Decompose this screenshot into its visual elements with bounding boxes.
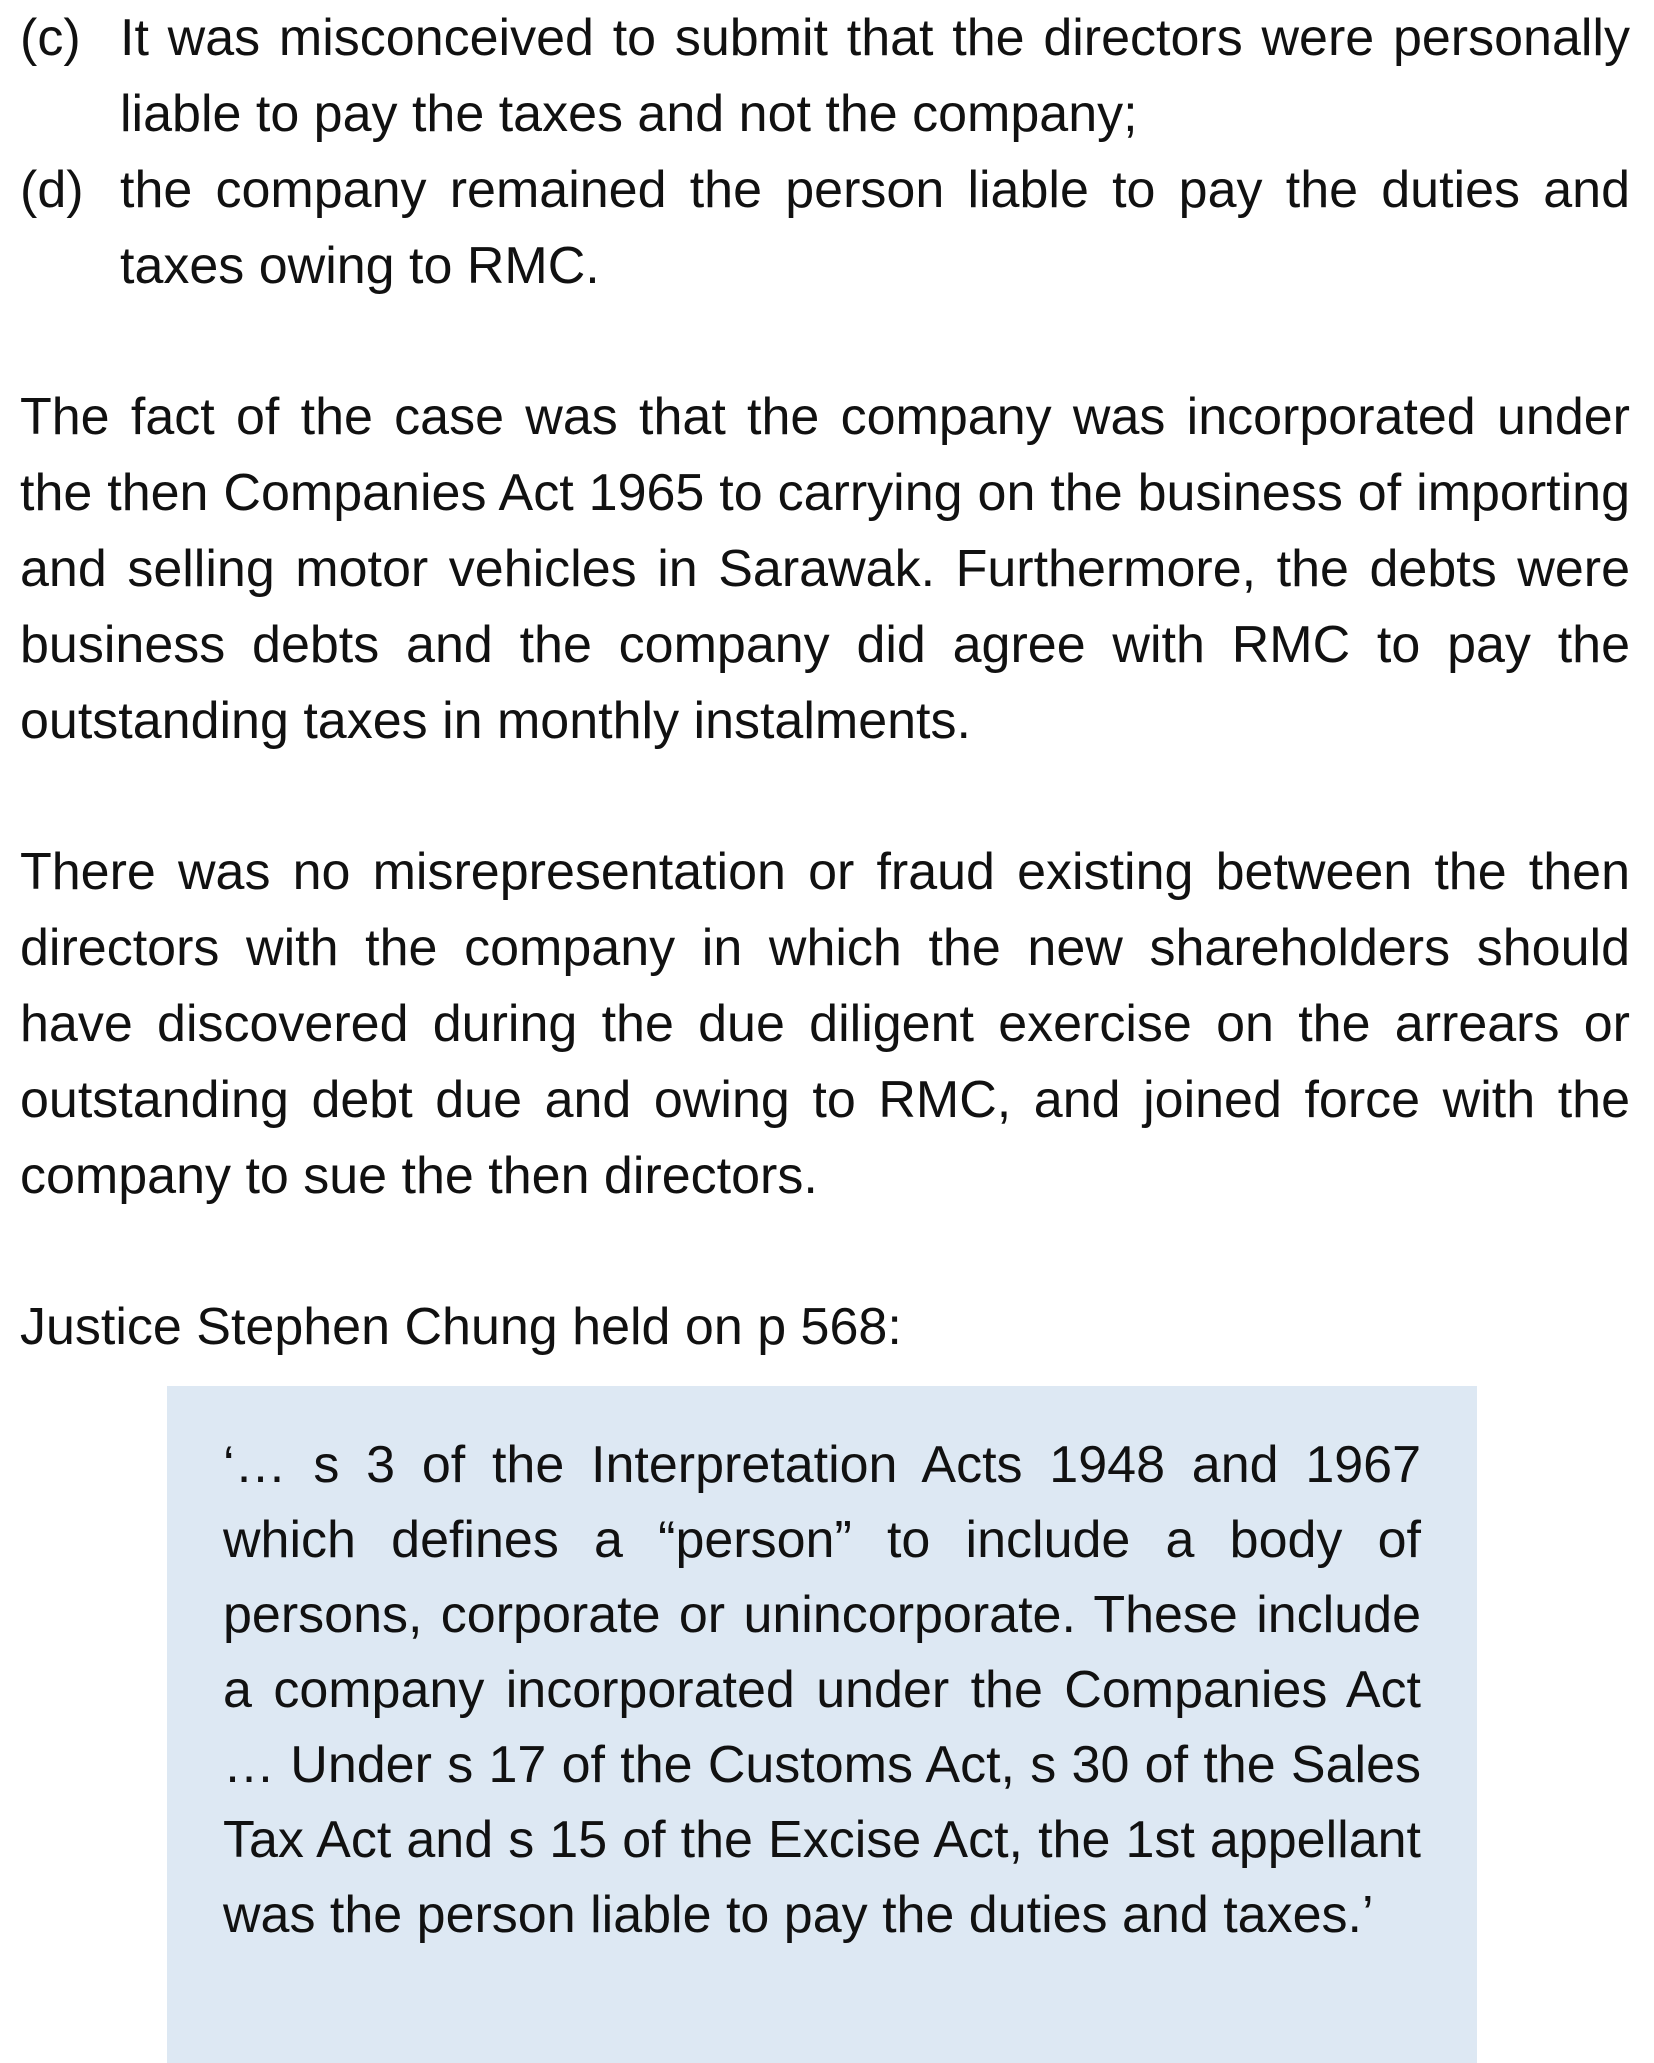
list-item-d	[20, 152, 1630, 304]
paragraph-judgment-intro: Justice Stephen Chung held on p 568:	[20, 1298, 902, 1356]
list-text: It was misconceived to submit that the directors were personally liable to pay the taxes and not the company;	[120, 9, 1630, 143]
paragraph-no-misrepresentation: There was no misrepresentation or fraud existing between the then directors with the company in which the new shareholders should have discovered during the due diligent exercise on the arrears or outstanding debt due and owing to RMC, and joined force with the company to sue the then directors.	[20, 843, 1630, 1205]
quote-text: ‘… s 3 of the Interpretation Acts 1948 and 1967 which defines a “person” to include a body of persons, corporate or unincorporate. These include a company incorporated under the Companies Act … Under s 17 of the Customs Act, s 30 of the Sales Tax Act and s 15 of the Excise Act, the 1st appellant was the person liable to pay the duties and taxes.’	[223, 1436, 1421, 1944]
list-item-c	[20, 0, 1630, 152]
quote-box	[167, 1386, 1477, 2063]
list-marker: (c)	[20, 9, 81, 67]
list-text: the company remained the person liable to pay the duties and taxes owing to RMC.	[120, 161, 1630, 295]
paragraph-case-facts: The fact of the case was that the company was incorporated under the then Companies Act 1965 to carrying on the business of importing and selling motor vehicles in Sarawak. Furthermore, the debts were business debts and the company did agree with RMC to pay the outstanding taxes in monthly instalments.	[20, 388, 1630, 750]
document-page	[20, 0, 1630, 1365]
list-marker: (d)	[20, 161, 84, 219]
